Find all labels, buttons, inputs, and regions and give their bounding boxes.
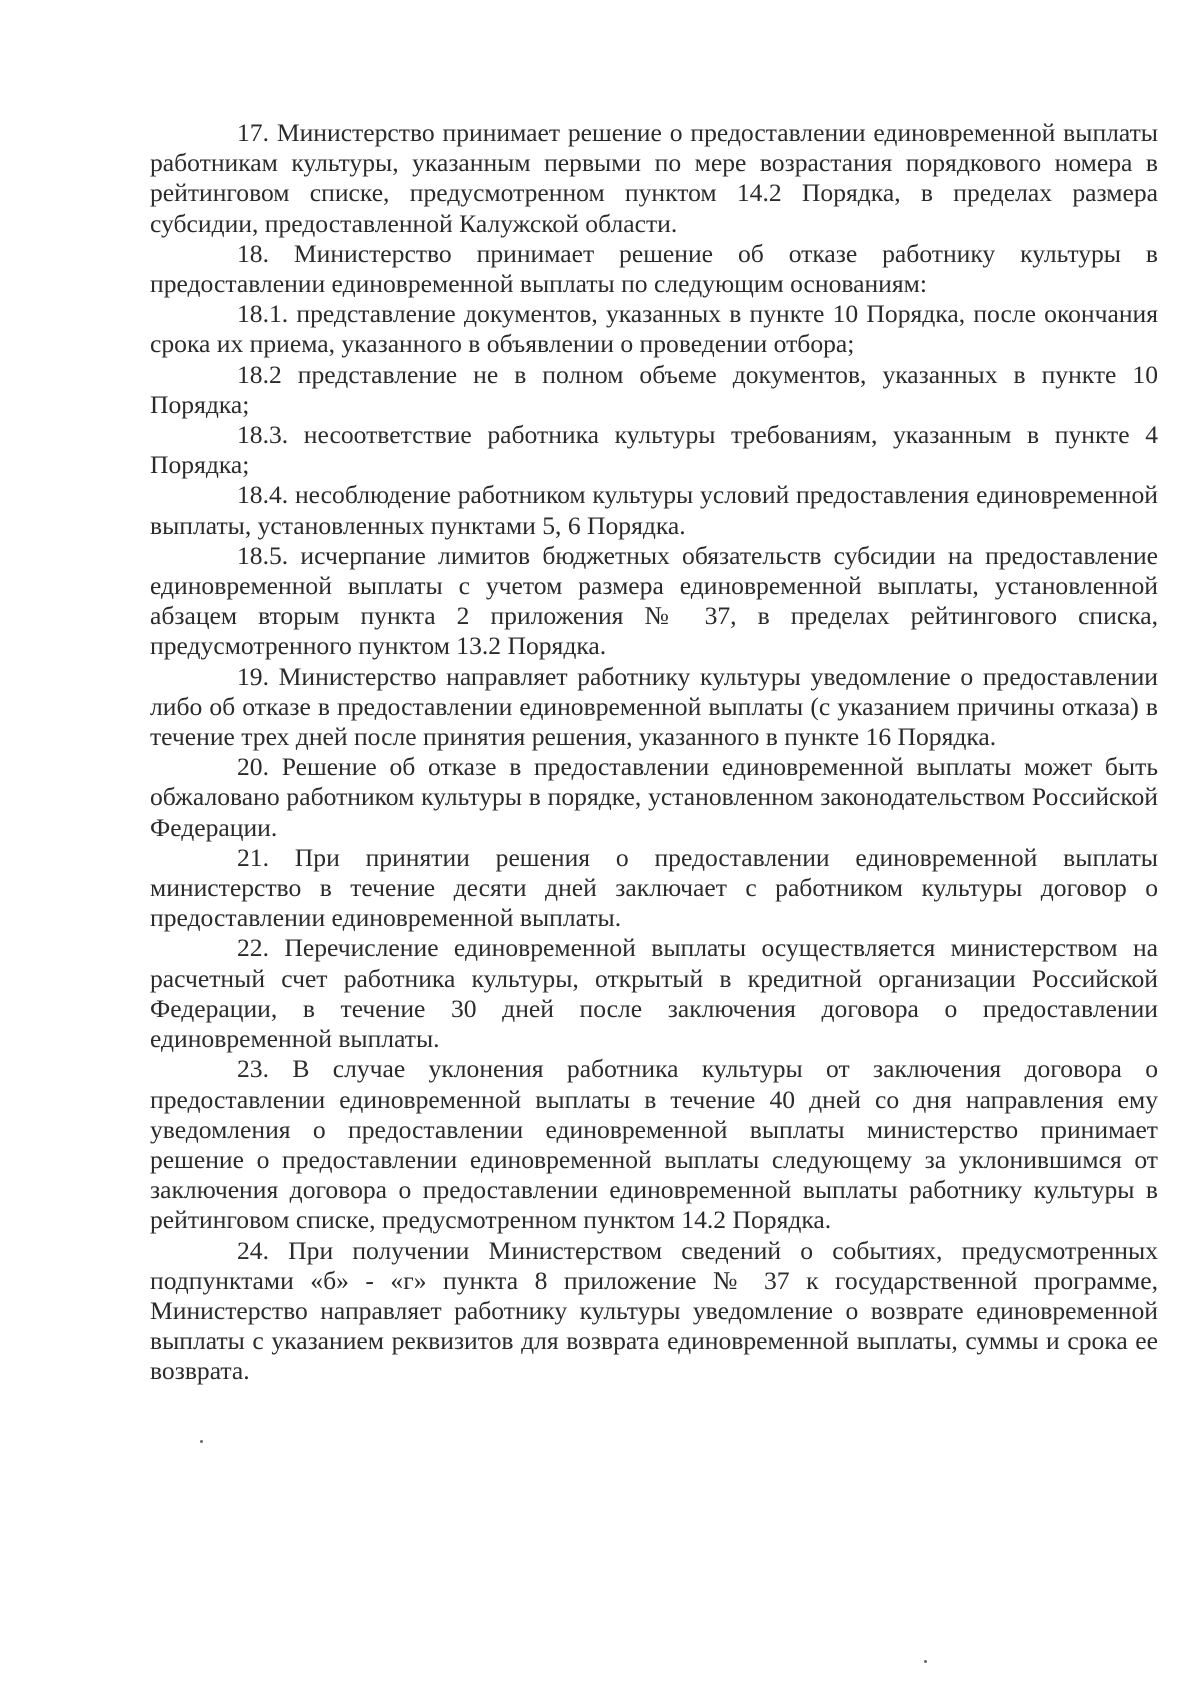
paragraph-21: 21. При принятии решения о предоставлении единовременной выплаты министерство в течение десяти дней заключает с работником культуры договор о предоставлении единовременной выплаты.	[150, 842, 1158, 933]
paragraph-18-3: 18.3. несоответствие работника культуры требованиям, указанным в пункте 4 Порядка;	[150, 420, 1158, 480]
scan-speck-dot	[200, 1440, 203, 1443]
paragraph-18-4: 18.4. несоблюдение работником культуры условий предоставления единовременной выплаты, установленных пунктами 5, 6 Порядка.	[150, 480, 1158, 540]
paragraph-24: 24. При получении Министерством сведений о событиях, предусмотренных подпунктами «б» - «г» пункта 8 приложение № 37 к государственной программе, Министерство направляет работнику культуры уведомление о возврате единовременной выплаты с указанием реквизитов для возврата единовременной выплаты, суммы и срока ее возврата.	[150, 1235, 1158, 1386]
paragraph-23: 23. В случае уклонения работника культуры от заключения договора о предоставлении единовременной выплаты в течение 40 дней со дня направления ему уведомления о предоставлении единовременной выплаты министерство принимает решение о предоставлении единовременной выплаты следующему за уклонившимся от заключения договора о предоставлении единовременной выплаты работнику культуры в рейтинговом списке, предусмотренном пунктом 14.2 Порядка.	[150, 1054, 1158, 1235]
paragraph-19: 19. Министерство направляет работнику культуры уведомление о предоставлении либо об отказе в предоставлении единовременной выплаты (с указанием причины отказа) в течение трех дней после принятия решения, указанного в пункте 16 Порядка.	[150, 661, 1158, 752]
paragraph-20: 20. Решение об отказе в предоставлении единовременной выплаты может быть обжаловано работником культуры в порядке, установленном законодательством Российской Федерации.	[150, 752, 1158, 842]
paragraph-18: 18. Министерство принимает решение об отказе работнику культуры в предоставлении единовременной выплаты по следующим основаниям:	[150, 238, 1158, 299]
paragraph-22: 22. Перечисление единовременной выплаты осуществляется министерством на расчетный счет работника культуры, открытый в кредитной организации Российской Федерации, в течение 30 дней после заключения договора о предоставлении единовременной выплаты.	[150, 933, 1158, 1054]
paragraph-18-1: 18.1. представление документов, указанных в пункте 10 Порядка, после окончания срока их приема, указанного в объявлении о проведении отбора;	[150, 299, 1158, 359]
document-body	[150, 118, 1158, 1387]
paragraph-18-2: 18.2 представление не в полном объеме документов, указанных в пункте 10 Порядка;	[150, 359, 1158, 419]
paragraph-18-5: 18.5. исчерпание лимитов бюджетных обязательств субсидии на предоставление единовременной выплаты с учетом размера единовременной выплаты, установленной абзацем вторым пункта 2 приложения № 37, в пределах рейтингового списка, предусмотренного пунктом 13.2 Порядка.	[150, 540, 1158, 661]
paragraph-17: 17. Министерство принимает решение о предоставлении единовременной выплаты работникам культуры, указанным первыми по мере возрастания порядкового номера в рейтинговом списке, предусмотренном пунктом 14.2 Порядка, в пределах размера субсидии, предоставленной Калужской области.	[150, 118, 1158, 238]
scan-speck-dot	[924, 1660, 927, 1663]
